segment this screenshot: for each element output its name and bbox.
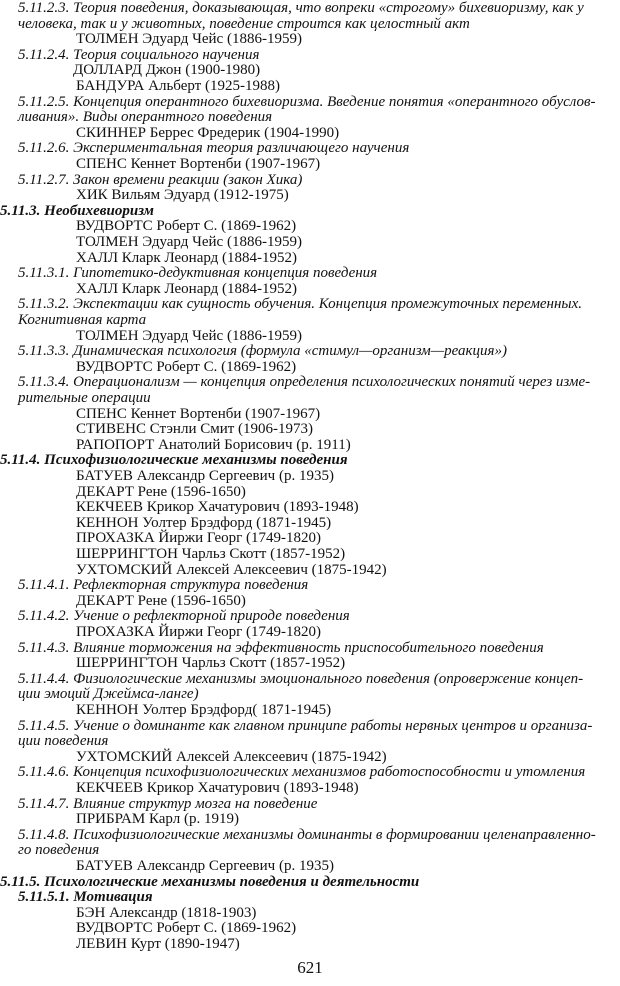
person-entry: КЕННОН Уолтер Брэдфорд (1871-1945) (76, 514, 332, 531)
section-heading: 5.11.3. Необихевиоризм (0, 202, 154, 219)
section-heading: 5.11.5.1. Мотивация (18, 889, 153, 906)
person-entry: ВУДВОРТС Роберт С. (1869-1962) (76, 218, 297, 235)
subsection-text: 5.11.4.8. Психофизиологические механизмы доминанты в формировании целенаправленно- (18, 826, 596, 843)
subsection-text: ливания». Виды оперантного поведения (18, 109, 273, 126)
subsection-text: ции поведения (18, 733, 109, 750)
subsection-text: человека, так и у животных, поведение строится как целостный акт (18, 15, 470, 32)
person-entry: ШЕРРИНГТОН Чарльз Скотт (1857-1952) (76, 655, 346, 672)
person-entry: ПРОХАЗКА Йиржи Георг (1749-1820) (76, 624, 321, 640)
person-entry: ТОЛМЕН Эдуард Чейс (1886-1959) (76, 234, 302, 250)
person-entry: КЕКЧЕЕВ Крикор Хачатурович (1893-1948) (76, 780, 359, 796)
subsection-text: ции эмоций Джеймса-ланге) (18, 686, 199, 703)
person-entry: БАТУЕВ Александр Сергеевич (р. 1935) (76, 468, 334, 484)
person-entry: СПЕНС Кеннет Вортенби (1907-1967) (76, 156, 321, 172)
person-entry: ХАЛЛ Кларк Леонард (1884-1952) (76, 249, 298, 266)
section-heading: 5.11.5. Психологические механизмы поведения и деятельности (0, 873, 420, 890)
subsection-text: 5.11.4.4. Физиологические механизмы эмоционального поведения (опровержение концеп- (18, 670, 584, 687)
person-entry: ВУДВОРТС Роберт С. (1869-1962) (76, 358, 297, 375)
person-entry: ВУДВОРТС Роберт С. (1869-1962) (76, 920, 297, 937)
person-entry: УХТОМСКИЙ Алексей Алексеевич (1875-1942) (76, 748, 387, 765)
subsection-text: 5.11.4.6. Концепция психофизиологических механизмов работоспособности и утомления (18, 764, 586, 781)
person-entry: РАПОПОРТ Анатолий Борисович (р. 1911) (76, 436, 351, 453)
subsection-text: 5.11.4.7. Влияние структур мозга на поведение (18, 795, 318, 812)
subsection-text: 5.11.4.2. Учение о рефлекторной природе поведения (18, 608, 350, 625)
person-entry: БАНДУРА Альберт (1925-1988) (76, 78, 280, 94)
person-entry: ХИК Вильям Эдуард (1912-1975) (76, 187, 289, 204)
person-entry: ТОЛМЕН Эдуард Чейс (1886-1959) (76, 327, 302, 344)
subsection-text: 5.11.3.2. Экспектации как сущность обучения. Концепция промежуточных переменных. (18, 296, 583, 313)
person-entry: ДЕКАРТ Рене (1596-1650) (76, 483, 246, 500)
subsection-text: рительные операции (18, 390, 151, 406)
person-entry: ЛЕВИН Курт (1890-1947) (76, 936, 240, 952)
person-entry: КЕННОН Уолтер Брэдфорд( 1871-1945) (76, 702, 332, 718)
subsection-text: 5.11.4.3. Влияние торможения на эффективность приспособительного поведения (18, 639, 544, 656)
page-number: 621 (297, 958, 323, 977)
person-entry: ТОЛМЕН Эдуард Чейс (1886-1959) (76, 31, 302, 48)
subsection-text: 5.11.3.1. Гипотетико-дедуктивная концепция поведения (18, 265, 378, 282)
person-entry: ШЕРРИНГТОН Чарльз Скотт (1857-1952) (76, 546, 346, 562)
person-entry: ХАЛЛ Кларк Леонард (1884-1952) (76, 280, 298, 297)
subsection-text: 5.11.2.6. Экспериментальная теория различающего научения (18, 140, 410, 157)
subsection-text: 5.11.2.4. Теория социального научения (18, 46, 260, 63)
subsection-text: 5.11.4.5. Учение о доминанте как главном принципе работы нервных центров и организа- (18, 717, 593, 734)
person-entry: ДЕКАРТ Рене (1596-1650) (76, 592, 246, 609)
subsection-text: 5.11.2.5. Концепция оперантного бихевиоризма. Введение понятия «оперантного обуслов- (18, 93, 596, 110)
section-heading: 5.11.4. Психофизиологические механизмы поведения (0, 452, 348, 469)
subsection-text: 5.11.3.4. Операционализм — концепция определения психологических понятий через изме- (18, 374, 591, 391)
person-entry: СПЕНС Кеннет Вортенби (1907-1967) (76, 405, 321, 422)
subsection-text: 5.11.2.3. Теория поведения, доказывающая, что вопреки «строгому» бихевиоризму, как у (18, 0, 584, 16)
subsection-text: го поведения (18, 842, 100, 859)
person-entry: БАТУЕВ Александр Сергеевич (р. 1935) (76, 858, 334, 874)
person-entry: ПРИБРАМ Карл (р. 1919) (76, 811, 239, 828)
person-entry: ПРОХАЗКА Йиржи Георг (1749-1820) (76, 530, 321, 547)
subsection-text: 5.11.4.1. Рефлекторная структура поведения (18, 577, 309, 594)
subsection-text: Когнитивная карта (18, 312, 147, 328)
person-entry: КЕКЧЕЕВ Крикор Хачатурович (1893-1948) (76, 499, 359, 516)
person-entry: БЭН Александр (1818-1903) (76, 904, 257, 921)
person-entry: СКИННЕР Беррес Фредерик (1904-1990) (76, 124, 340, 141)
person-entry: ДОЛЛАРД Джон (1900-1980) (73, 62, 261, 79)
subsection-text: 5.11.2.7. Закон времени реакции (закон Хика) (18, 171, 303, 188)
person-entry: СТИВЕНС Стэнли Смит (1906-1973) (76, 421, 314, 438)
subsection-text: 5.11.3.3. Динамическая психология (формула «стимул—организм—реакция») (18, 343, 508, 360)
person-entry: УХТОМСКИЙ Алексей Алексеевич (1875-1942) (76, 561, 387, 578)
